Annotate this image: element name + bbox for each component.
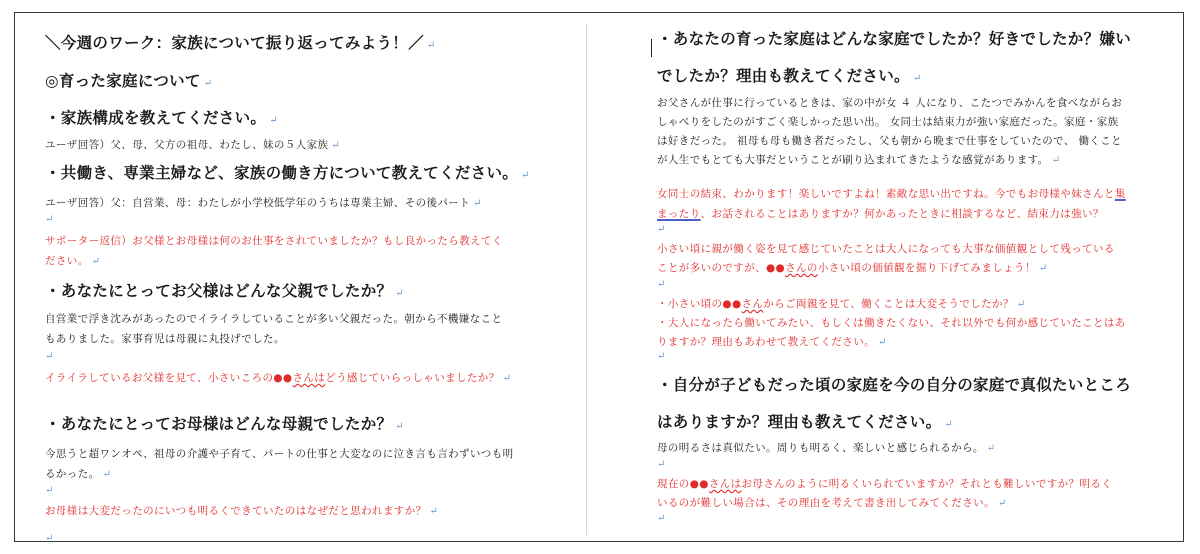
supporter-reply-work-line1: サポーター返信）お父様とお母様は何のお仕事をされていましたか？もし良かったら教えてく <box>45 235 503 247</box>
return-mark-icon: ↵ <box>426 40 436 51</box>
question-home-line1: ・あなたの育った家庭はどんな家庭でしたか？好きでしたか？嫌い <box>657 29 1132 48</box>
return-mark-icon: ↵ <box>203 78 213 89</box>
answer-home-line3: は好きだった。 祖母も母も働き者だったし、父も朝から晩まで仕事をしていたので、 働くこと <box>657 135 1123 147</box>
answer-home-line1: お父さんが仕事に行っているときは、家の中が女 ４ 人になり、こたつでみかんを食べながらお <box>657 97 1123 109</box>
return-mark-icon: ↵ <box>657 513 666 524</box>
answer-home-line2: しゃべりをしたのがすごく楽しかった思い出。 女同士は結束力が強い家庭だった。家庭・家族 <box>657 116 1119 128</box>
supporter-reply-parents: ・小さい頃の●●さんからご両親を見て、働くことは大変そうでしたか？ ↵ <box>657 298 1026 310</box>
question-work-style: ・共働き、専業主婦など、家族の働き方について教えてください。 ↵ <box>45 163 530 182</box>
supporter-reply-father: イライラしているお父様を見て、小さいころの●●さんはどう感じていらっしゃいましたか？ ↵ <box>45 372 512 384</box>
return-mark-icon: ↵ <box>878 337 887 348</box>
return-mark-icon: ↵ <box>269 115 278 126</box>
work-title: ＼今週のワーク：家族について振り返ってみよう！／ ↵ <box>45 33 436 52</box>
supporter-reply-imitate-line1: 現在の●●さんはお母さんのように明るくいられていますか？それとも難しいですか？明るく <box>657 478 1113 490</box>
supporter-reply-imitate-line2: いるのが難しい場合は、その理由を考えて書き出してみてください。 ↵ <box>657 497 1007 509</box>
supporter-reply-mother: お母様は大変だったのにいつも明るくできていたのはなぜだと思われますか？ ↵ <box>45 505 439 517</box>
answer-home-line4: が人生でもとても大事だということが刷り込まれてきたような感覚があります。 ↵ <box>657 154 1061 166</box>
answer-father-line1: 自営業で浮き沈みがあったのでイライラしていることが多い父親だった。朝から不機嫌なこと <box>45 313 503 325</box>
return-mark-icon: ↵ <box>395 288 404 299</box>
answer-mother-line1: 今思うと超ワンオペ、祖母の介護や子育て、パートの仕事と大変なのに泣き言も言わずいつも明 <box>45 448 514 460</box>
return-mark-icon: ↵ <box>657 351 666 362</box>
supporter-reply-values-line2: ことが多いのですが、●●さんの小さい頃の価値観を掘り下げてみましょう！ ↵ <box>657 262 1048 274</box>
return-mark-icon: ↵ <box>502 373 512 384</box>
return-mark-icon: ↵ <box>473 198 482 209</box>
supporter-reply-future-line2: りますか？理由もあわせて教えてください。 ↵ <box>657 336 887 348</box>
question-family-structure: ・家族構成を教えてください。 ↵ <box>45 108 278 127</box>
supporter-reply-bond-line2: まったり、お話されることはありますか？何かあったときに相談するなど、結束力は強い？ <box>657 208 1104 220</box>
return-mark-icon: ↵ <box>1016 299 1026 310</box>
return-mark-icon: ↵ <box>1038 263 1048 274</box>
return-mark-icon: ↵ <box>1051 155 1061 166</box>
return-mark-icon: ↵ <box>521 170 530 181</box>
document-frame <box>14 12 1184 542</box>
page-divider <box>586 23 587 535</box>
return-mark-icon: ↵ <box>944 419 954 430</box>
question-imitate-line2: はありますか？理由も教えてください。 ↵ <box>657 412 954 431</box>
answer-mother-line2: るかった。 ↵ <box>45 468 112 480</box>
return-mark-icon: ↵ <box>45 485 54 496</box>
supporter-reply-work-line2: ださい。 ↵ <box>45 255 101 267</box>
answer-imitate: 母の明るさは真似たい。周りも明るく、楽しいと感じられるから。 ↵ <box>657 442 996 454</box>
supporter-reply-bond-line1: 女同士の結束、わかります！楽しいですよね！素敵な思い出ですね。今でもお母様や妹さんと集 <box>657 188 1126 200</box>
supporter-reply-values-line1: 小さい頃に親が働く姿を見て感じていたことは大人になっても大事な価値観として残っている <box>657 243 1115 255</box>
return-mark-icon: ↵ <box>986 443 996 454</box>
return-mark-icon: ↵ <box>657 224 666 235</box>
return-mark-icon: ↵ <box>331 140 341 151</box>
return-mark-icon: ↵ <box>45 351 54 362</box>
question-home-line2: でしたか？理由も教えてください。 ↵ <box>657 66 922 85</box>
return-mark-icon: ↵ <box>912 73 922 84</box>
section-heading: ◎育った家庭について ↵ <box>45 71 213 90</box>
supporter-reply-future-line1: ・大人になったら働いてみたい、もしくは働きたくない、それ以外でも何か感じていたことはあ <box>657 317 1126 329</box>
question-father: ・あなたにとってお父様はどんな父親でしたか？ ↵ <box>45 281 404 300</box>
question-imitate-line1: ・自分が子どもだった頃の家庭を今の自分の家庭で真似たいところ <box>657 375 1132 394</box>
return-mark-icon: ↵ <box>91 256 101 267</box>
return-mark-icon: ↵ <box>657 459 666 470</box>
return-mark-icon: ↵ <box>997 498 1007 509</box>
answer-work-style: ユーザ回答）父：自営業、母：わたしが小学校低学年のうちは専業主婦、その後パート ↵ <box>45 197 482 209</box>
text-cursor <box>651 39 652 57</box>
return-mark-icon: ↵ <box>429 506 439 517</box>
answer-family-structure: ユーザ回答）父、母、父方の祖母、わたし、妹の５人家族 ↵ <box>45 139 341 151</box>
question-mother: ・あなたにとってお母様はどんな母親でしたか？ ↵ <box>45 414 404 433</box>
return-mark-icon: ↵ <box>45 533 54 544</box>
return-mark-icon: ↵ <box>657 279 666 290</box>
answer-father-line2: もありました。家事育児は母親に丸投げでした。 <box>45 333 285 345</box>
return-mark-icon: ↵ <box>102 469 112 480</box>
return-mark-icon: ↵ <box>395 421 404 432</box>
return-mark-icon: ↵ <box>45 214 54 225</box>
